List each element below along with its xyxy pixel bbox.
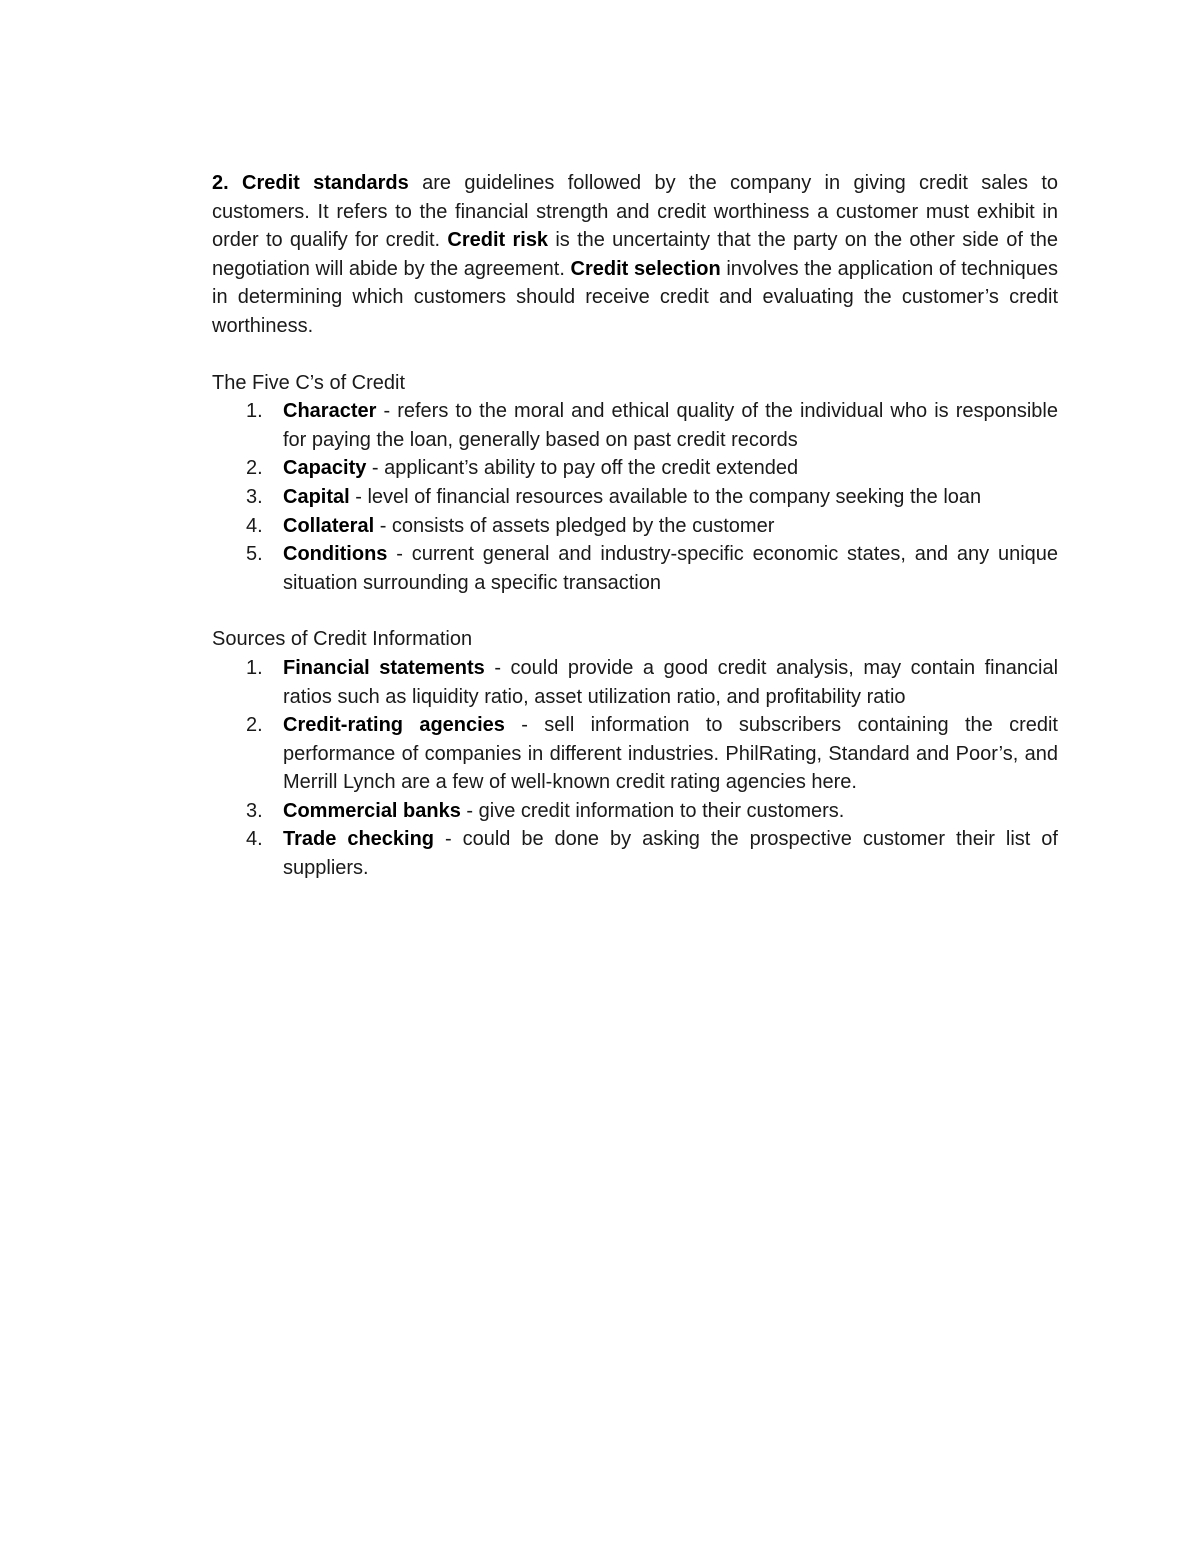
list-item (212, 483, 1058, 512)
intro-text-1: are guidelines followed by the company in giving credit sales to customers. It refers to the financial strength and credit worthiness a customer must exhibit in order to qualify for credit. (212, 172, 1058, 252)
document-page (212, 169, 1058, 883)
list-item (212, 397, 1058, 454)
list-item (212, 454, 1058, 483)
list-number: 2. (246, 457, 263, 480)
list-number: 4. (246, 514, 263, 537)
list-item (212, 512, 1058, 541)
term-credit-risk: Credit risk (447, 229, 549, 252)
list-term: Character (283, 400, 377, 423)
list-term: Credit-rating agencies (283, 714, 505, 737)
list-number: 5. (246, 543, 263, 566)
list-term: Capacity (283, 457, 367, 480)
list-term: Commercial banks (283, 799, 461, 822)
list-desc: - applicant’s ability to pay off the credit extended (366, 457, 799, 480)
intro-number: 2. (212, 172, 229, 194)
list-desc: - level of financial resources available to the company seeking the loan (349, 485, 982, 508)
sources-list (212, 654, 1058, 883)
list-number: 3. (246, 799, 263, 822)
list-desc: - could provide a good credit analysis, may contain financial ratios such as liquidity ratio, asset utilization ratio, and profitability ratio (283, 656, 1059, 708)
list-term: Conditions (283, 543, 388, 566)
five-cs-list (212, 397, 1058, 597)
intro-text-3: involves the application of techniques in determining which customers should receive credit and evaluating the customer’s credit worthiness. (212, 257, 1058, 337)
list-term: Financial statements (283, 656, 485, 679)
list-term: Capital (283, 485, 350, 508)
list-number: 1. (246, 656, 263, 679)
list-term: Trade checking (283, 828, 435, 851)
list-desc: - current general and industry-specific economic states, and any unique situation surrounding a specific transaction (283, 543, 1058, 594)
list-item (212, 711, 1058, 797)
term-credit-selection: Credit selection (570, 257, 721, 280)
list-item (212, 825, 1058, 882)
list-item (212, 654, 1058, 711)
list-desc: - could be done by asking the prospective customer their list of suppliers. (283, 828, 1058, 880)
intro-text-2: is the uncertainty that the party on the other side of the negotiation will abide by the agreement. (212, 229, 1058, 280)
list-item (212, 540, 1058, 597)
list-desc: - consists of assets pledged by the customer (374, 514, 775, 537)
list-desc: - give credit information to their customers. (460, 799, 845, 822)
list-number: 4. (246, 828, 263, 851)
five-cs-title: The Five C’s of Credit (212, 371, 406, 394)
list-desc: - refers to the moral and ethical quality of the individual who is responsible for paying the loan, generally based on past credit records (283, 400, 1058, 451)
sources-title: Sources of Credit Information (212, 628, 473, 651)
list-desc: - sell information to subscribers containing the credit performance of companies in different industries. PhilRating, Standard and Poor’s, and Merrill Lynch are a few of well-known credit rating agencies here. (283, 714, 1058, 794)
list-number: 2. (246, 714, 263, 737)
list-number: 3. (246, 485, 263, 508)
intro-paragraph (212, 169, 1058, 341)
term-credit-standards: Credit standards (242, 172, 409, 194)
list-number: 1. (246, 400, 263, 423)
list-item (212, 797, 1058, 826)
list-term: Collateral (283, 514, 375, 537)
